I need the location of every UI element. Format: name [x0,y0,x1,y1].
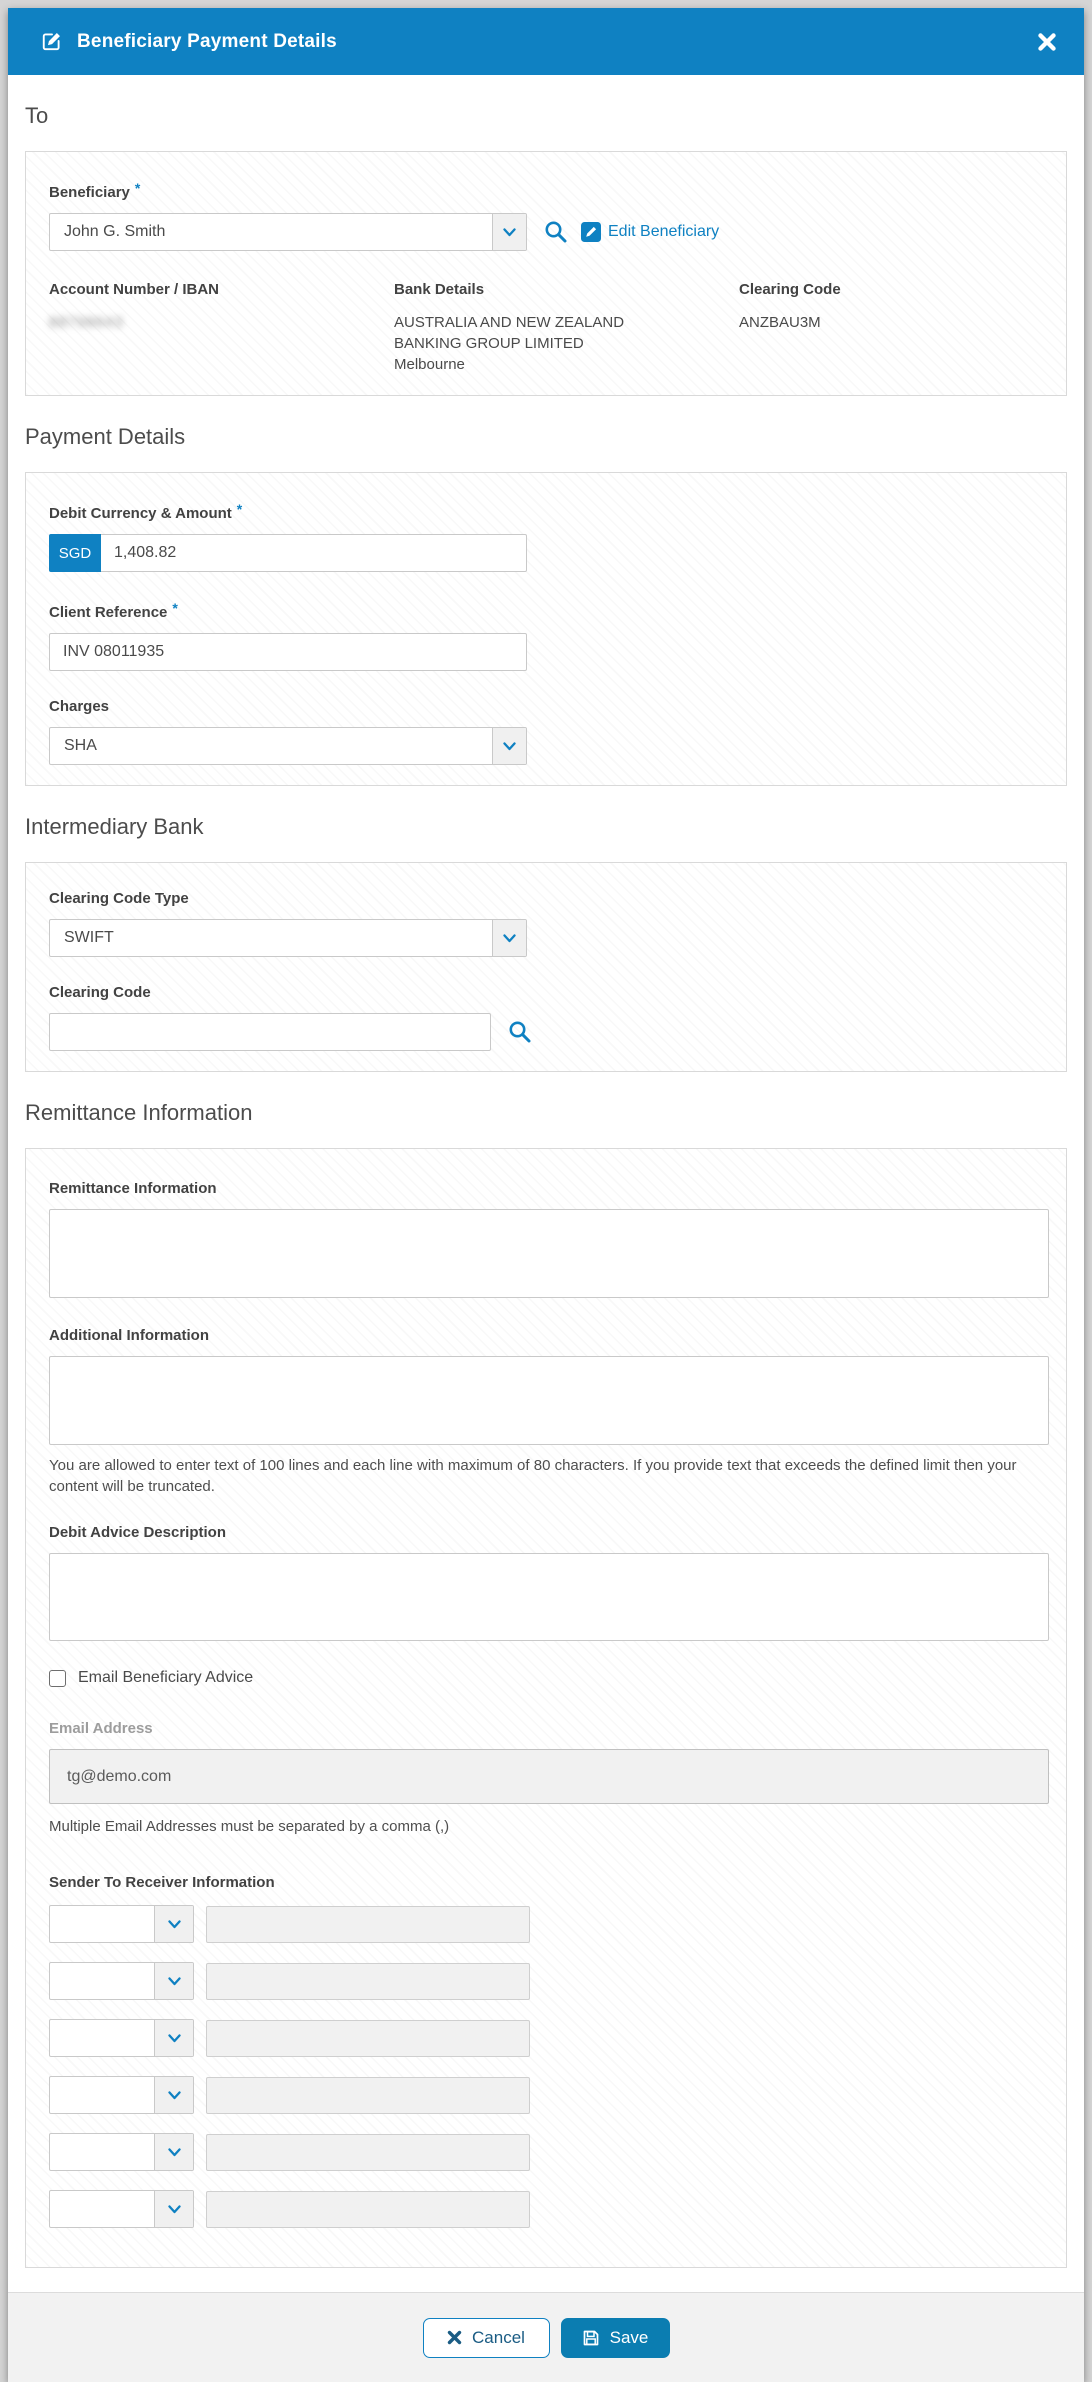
remittance-information-heading: Remittance Information [25,1100,253,1125]
sender-line-text-input [206,2077,530,2114]
sender-to-receiver-row [49,2133,1046,2171]
cancel-button-label: Cancel [472,2327,525,2347]
sender-to-receiver-label: Sender To Receiver Information [49,1874,275,1891]
edit-beneficiary-label: Edit Beneficiary [608,223,720,240]
cancel-button[interactable] [423,2318,550,2358]
clearing-code-type-select[interactable] [49,919,527,957]
required-asterisk: * [134,180,141,196]
edit-beneficiary-link[interactable] [581,222,719,242]
sender-line-type-select[interactable] [49,2133,194,2171]
edit-note-icon [40,30,63,53]
sender-to-receiver-row [49,1962,1046,2000]
additional-information-label: Additional Information [49,1327,209,1344]
sender-line-type-select[interactable] [49,1962,194,2000]
sender-line-type-select[interactable] [49,1905,194,1943]
sender-line-type-select[interactable] [49,2190,194,2228]
charges-select-value: SHA [64,737,97,754]
bank-details-label: Bank Details [394,281,485,298]
email-separator-note: Multiple Email Addresses must be separated by a comma (,) [49,1818,450,1835]
modal-footer [8,2292,1084,2382]
save-button-label: Save [609,2327,649,2347]
beneficiary-payment-details-modal [8,8,1084,2382]
sender-line-text-input [206,1906,530,1943]
chevron-down-icon [492,728,526,764]
sender-line-text-input [206,2191,530,2228]
modal-header [8,8,1084,75]
bank-city-value: Melbourne [394,356,465,373]
sender-line-text-input [206,1963,530,2000]
sender-line-type-select[interactable] [49,2076,194,2114]
search-clearing-code-icon[interactable] [508,1020,532,1044]
remittance-information-panel [25,1148,1067,2268]
clearing-code-column [739,280,1046,375]
sender-to-receiver-row [49,2190,1046,2228]
bank-details-column [394,280,739,375]
intermediary-clearing-code-input[interactable] [49,1013,491,1051]
beneficiary-select[interactable] [49,213,527,251]
intermediary-clearing-code-label: Clearing Code [49,984,151,1001]
pencil-icon [581,222,601,242]
sender-line-type-value [50,2020,154,2056]
cancel-x-icon [447,2330,462,2345]
sender-line-text-input [206,2134,530,2171]
to-panel [25,151,1067,396]
remittance-information-textarea[interactable] [49,1209,1049,1298]
sender-rows [49,1905,1046,2228]
sender-line-type-value [50,2077,154,2113]
remittance-information-label: Remittance Information [49,1180,217,1197]
chevron-down-icon [154,1906,193,1942]
beneficiary-select-value: John G. Smith [64,223,166,240]
debit-advice-description-label: Debit Advice Description [49,1524,226,1541]
sender-line-type-value [50,1963,154,1999]
sender-line-type-value [50,2134,154,2170]
required-asterisk: * [172,600,178,616]
search-beneficiary-icon[interactable] [544,220,568,244]
sender-line-text-input [206,2020,530,2057]
client-reference-label: Client Reference * [49,600,178,621]
chevron-down-icon [154,1963,193,1999]
save-button[interactable] [561,2318,670,2358]
charges-select[interactable] [49,727,527,765]
clearing-code-label: Clearing Code [739,281,841,298]
email-address-label: Email Address [49,1720,153,1737]
chevron-down-icon [154,2134,193,2170]
to-section-heading: To [25,103,49,128]
modal-title: Beneficiary Payment Details [77,30,337,52]
chevron-down-icon [154,2077,193,2113]
bank-name-value: AUSTRALIA AND NEW ZEALAND BANKING GROUP LIMITED [394,314,625,352]
debit-currency-amount-label: Debit Currency & Amount * [49,501,243,522]
charges-label: Charges [49,698,110,715]
client-reference-input[interactable] [49,633,527,671]
debit-advice-description-textarea[interactable] [49,1553,1049,1641]
clearing-code-type-label: Clearing Code Type [49,890,189,907]
clearing-code-value: ANZBAU3M [739,314,821,331]
chevron-down-icon [492,214,526,250]
payment-details-panel [25,472,1067,786]
sender-line-type-select[interactable] [49,2019,194,2057]
email-beneficiary-advice-label: Email Beneficiary Advice [78,1669,254,1686]
clearing-code-type-value: SWIFT [64,929,114,946]
text-limit-note: You are allowed to enter text of 100 lines and each line with maximum of 80 characters. If you provide text that exceeds the defined limit then your content will be truncated. [49,1457,1017,1495]
email-beneficiary-advice-checkbox-row[interactable] [49,1669,1046,1687]
close-icon[interactable] [1036,31,1058,53]
chevron-down-icon [492,920,526,956]
currency-badge: SGD [49,534,101,572]
chevron-down-icon [154,2020,193,2056]
chevron-down-icon [154,2191,193,2227]
save-floppy-icon [582,2329,600,2347]
modal-content [8,75,1084,2268]
intermediary-bank-panel [25,862,1067,1072]
payment-details-heading: Payment Details [25,424,186,449]
required-asterisk: * [236,501,243,517]
account-number-label: Account Number / IBAN [49,281,220,298]
email-address-input [49,1749,1049,1804]
sender-to-receiver-row [49,2019,1046,2057]
sender-to-receiver-row [49,2076,1046,2114]
account-number-column [49,280,394,375]
sender-to-receiver-row [49,1905,1046,1943]
additional-information-textarea[interactable] [49,1356,1049,1445]
sender-line-type-value [50,2191,154,2227]
email-beneficiary-advice-checkbox[interactable] [49,1670,66,1687]
amount-input[interactable] [101,534,527,572]
sender-line-type-value [50,1906,154,1942]
account-number-value: 88798643 [49,314,124,331]
beneficiary-label: Beneficiary * [49,180,141,201]
intermediary-bank-heading: Intermediary Bank [25,814,204,839]
